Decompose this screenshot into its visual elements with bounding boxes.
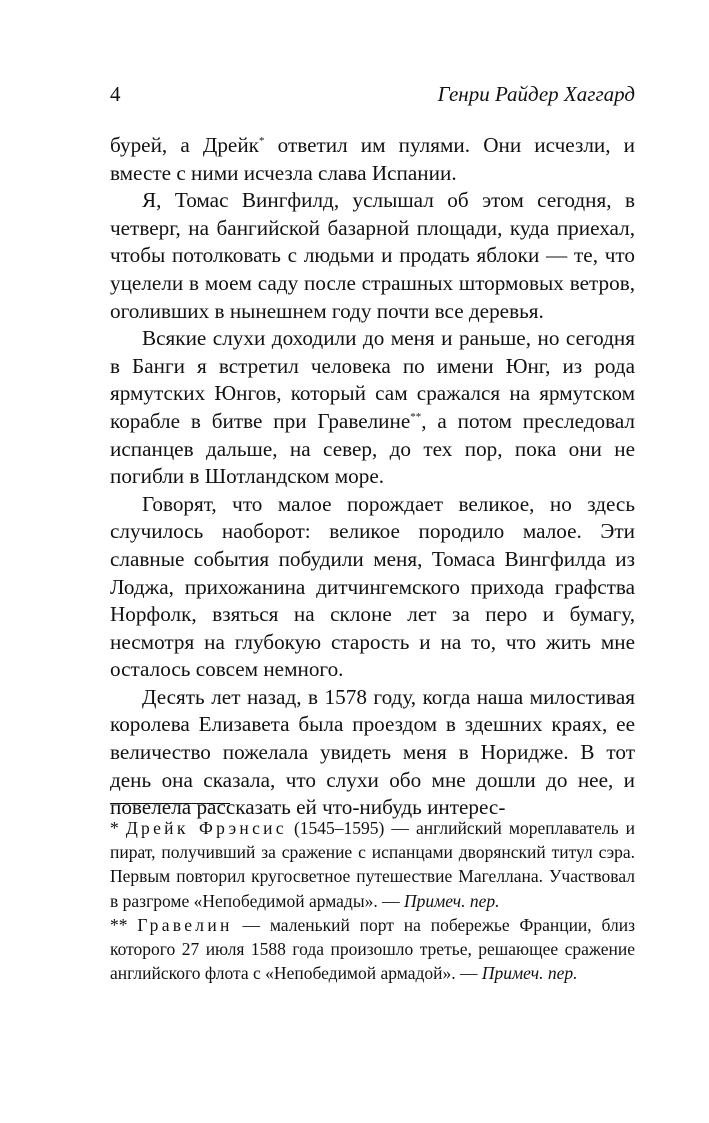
paragraph-1-text-a: бурей, а Дрейк <box>110 133 259 157</box>
paragraph-3 <box>110 325 635 491</box>
footnote-ref-1: * <box>258 134 265 147</box>
paragraph-3-text-a: Всякие слухи доходили до меня и раньше, но сегодня в Банги я встретил человека по имени Юнг, из рода ярмутских Юнгов, который сам сражался на ярмутском корабле в битве при Гравелине <box>110 326 635 433</box>
running-header <box>110 82 635 112</box>
running-title: Генри Райдер Хаггард <box>437 82 635 106</box>
footnote-2 <box>110 913 635 986</box>
paragraph-4: Говорят, что малое порождает великое, но здесь случилось наоборот: великое породило малое. Эти славные события побудили меня, Томаса Вингфилда из Лоджа, прихожанина дитчингемского прихода графства Норфолк, взяться на склоне лет за перо и бумагу, несмотря на глубокую старость и на то, что жить мне осталось совсем немного. <box>110 491 635 682</box>
paragraph-2: Я, Томас Вингфилд, услышал об этом сегодня, в четверг, на бангийской базарной площади, куда приехал, чтобы потолковать с людьми и продать яблоки — те, что уцелели в моем саду после страшных штормовых ветров, оголивших в нынешнем году почти все деревья. <box>110 188 635 323</box>
footnote-1-term: Дрейк Фрэнсис <box>125 818 287 838</box>
footnote-ref-2: ** <box>410 410 422 423</box>
footnote-1-note: Примеч. пер. <box>403 890 500 911</box>
page-number: 4 <box>110 82 121 106</box>
footnote-divider <box>110 803 230 804</box>
main-text <box>110 132 635 822</box>
footnote-1-text: (1545–1595) — английский мореплаватель и пират, получивший за сражение с испанцами дворянский титул сэра. Первым повторил кругосветное путешествие Магеллана. Участвовал в разгроме «Непобедимой армады». — <box>110 818 636 911</box>
footnotes <box>110 816 635 985</box>
footnote-2-term: Гравелин <box>137 914 233 935</box>
paragraph-5: Десять лет назад, в 1578 году, когда наша милостивая королева Елизавета была проездом в здешних краях, ее величество пожелала увидеть меня в Нориджe. В тот день она сказала, что слухи обо мне дошли до нее, и повелела рассказать ей что-нибудь интерес- <box>110 684 635 820</box>
footnote-2-marker: ** <box>110 914 138 935</box>
footnote-1 <box>110 816 635 913</box>
footnote-2-text: — маленький порт на побережье Франции, близ которого 27 июля 1588 года произошло третье, решающее сражение английского флота с «Непобедимой армадой». — <box>110 914 635 984</box>
footnote-2-note: Примеч. пер. <box>481 963 578 984</box>
paragraph-1 <box>110 132 635 187</box>
paragraph-1-text-b: ответил им пулями. Они исчезли, и вместе с ними исчезла слава Испании. <box>110 133 636 185</box>
footnote-1-marker: * <box>110 818 126 838</box>
paragraph-3-text-b: , а потом преследовал испанцев дальше, на север, до тех пор, пока они не погибли в Шотландском море. <box>110 408 635 489</box>
